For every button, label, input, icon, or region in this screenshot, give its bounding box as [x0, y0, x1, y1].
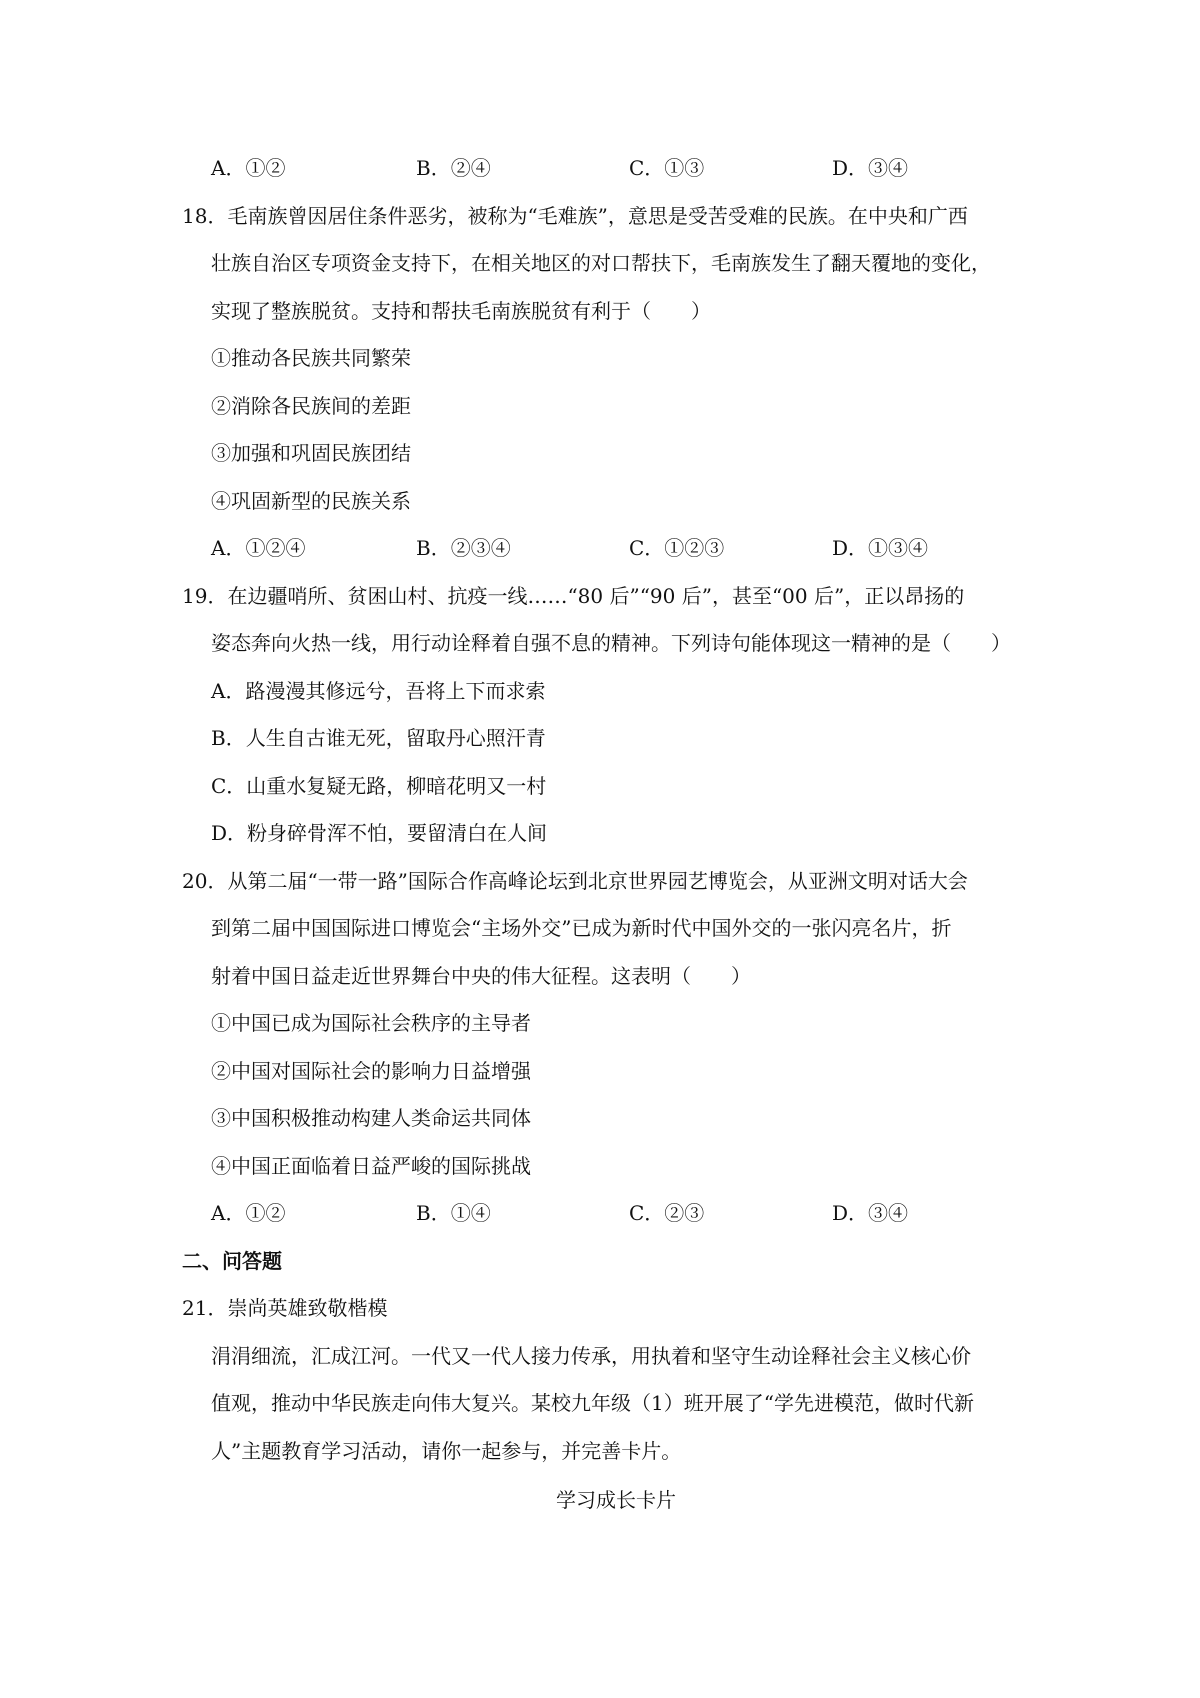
q18-option-a: A．①②④ [211, 536, 306, 560]
q20-item-2: ②中国对国际社会的影响力日益增强 [211, 1059, 531, 1083]
q20-option-b: B．①④ [416, 1201, 491, 1225]
q18-item-2: ②消除各民族间的差距 [211, 394, 411, 418]
q20-option-a: A．①② [211, 1201, 286, 1225]
q20-item-1: ①中国已成为国际社会秩序的主导者 [211, 1011, 531, 1035]
card-title: 学习成长卡片 [556, 1488, 676, 1512]
q18-stem-line-2: 壮族自治区专项资金支持下，在相关地区的对口帮扶下，毛南族发生了翻天覆地的变化， [211, 251, 991, 275]
q17-option-a: A．①② [211, 156, 286, 180]
q20-option-d: D．③④ [832, 1201, 909, 1225]
q18-item-4: ④巩固新型的民族关系 [211, 489, 411, 513]
q18-option-c: C．①②③ [629, 536, 725, 560]
q21-text-line-3: 人”主题教育学习活动，请你一起参与，并完善卡片。 [211, 1439, 682, 1463]
q18-stem-line-1: 18．毛南族曾因居住条件恶劣，被称为“毛难族”，意思是受苦受难的民族。在中央和广西 [182, 204, 968, 228]
q19-option-a: A．路漫漫其修远兮，吾将上下而求索 [211, 679, 546, 703]
q18-option-d: D．①③④ [832, 536, 929, 560]
q20-stem-line-3: 射着中国日益走近世界舞台中央的伟大征程。这表明（ ） [211, 964, 751, 988]
q17-option-c: C．①③ [629, 156, 705, 180]
q18-item-3: ③加强和巩固民族团结 [211, 441, 411, 465]
q21-text-line-1: 涓涓细流，汇成江河。一代又一代人接力传承，用执着和坚守生动诠释社会主义核心价 [211, 1344, 971, 1368]
q18-stem-line-3: 实现了整族脱贫。支持和帮扶毛南族脱贫有利于（ ） [211, 299, 711, 323]
q20-item-3: ③中国积极推动构建人类命运共同体 [211, 1106, 531, 1130]
q20-item-4: ④中国正面临着日益严峻的国际挑战 [211, 1154, 531, 1178]
q20-stem-line-2: 到第二届中国国际进口博览会“主场外交”已成为新时代中国外交的一张闪亮名片，折 [211, 916, 952, 940]
q19-option-d: D．粉身碎骨浑不怕，要留清白在人间 [211, 821, 548, 845]
q19-stem-line-1: 19．在边疆哨所、贫困山村、抗疫一线……“80 后”“90 后”，甚至“00 后”，正以昂扬的 [182, 584, 965, 608]
q21-title: 21．崇尚英雄致敬楷模 [182, 1296, 388, 1320]
q18-item-1: ①推动各民族共同繁荣 [211, 346, 411, 370]
q17-option-b: B．②④ [416, 156, 491, 180]
section-title-short-answer: 二、问答题 [182, 1249, 282, 1273]
q19-stem-line-2: 姿态奔向火热一线，用行动诠释着自强不息的精神。下列诗句能体现这一精神的是（ ） [211, 631, 1011, 655]
q20-option-c: C．②③ [629, 1201, 705, 1225]
q18-option-b: B．②③④ [416, 536, 511, 560]
q17-option-d: D．③④ [832, 156, 909, 180]
q20-stem-line-1: 20．从第二届“一带一路”国际合作高峰论坛到北京世界园艺博览会，从亚洲文明对话大会 [182, 869, 968, 893]
q19-option-c: C．山重水复疑无路，柳暗花明又一村 [211, 774, 547, 798]
q21-text-line-2: 值观，推动中华民族走向伟大复兴。某校九年级（1）班开展了“学先进模范，做时代新 [211, 1391, 974, 1415]
q19-option-b: B．人生自古谁无死，留取丹心照汗青 [211, 726, 546, 750]
